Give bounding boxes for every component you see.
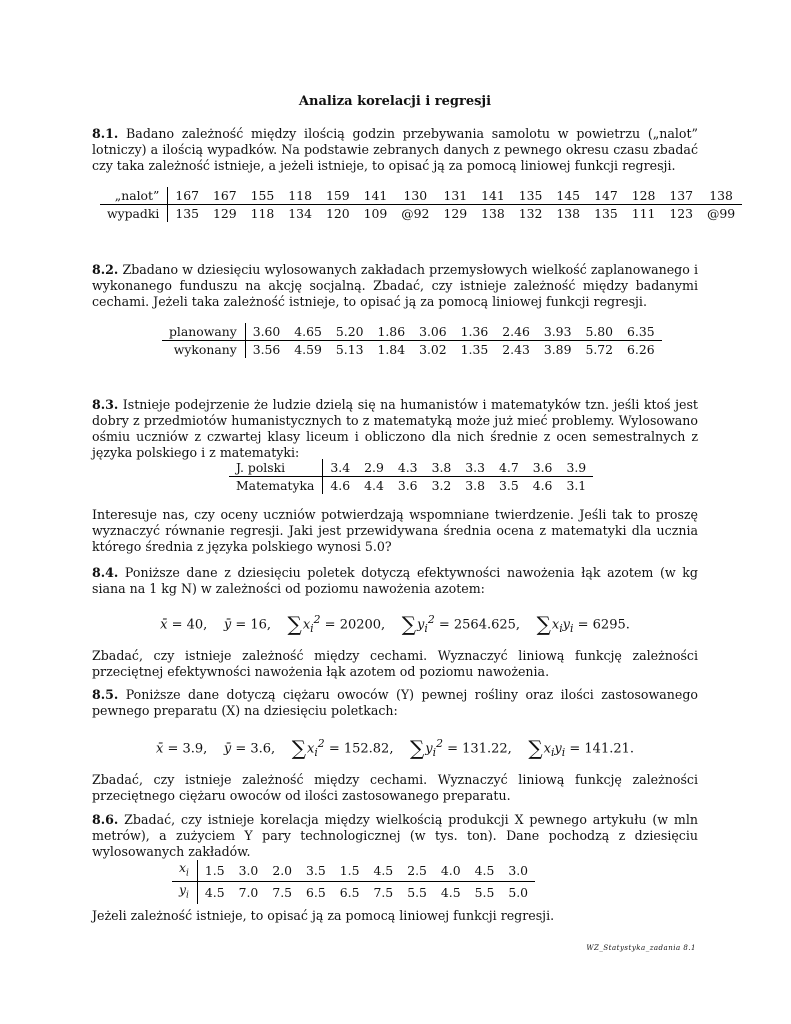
exercise-number: 8.1. [92, 126, 119, 141]
sum-x2-value: = 152.82, [328, 741, 394, 757]
exercise-body: Istnieje podejrzenie że ludzie dzielą się na humanistów i matematyków tzn. jeśli ktoś jest dobry z przedmiotów humanistycznych to z matematyką może już mieć problemy. Wylosowano ośmiu uczniów z czwartej klasy liceum i obliczono dla nich średnie z ocen semestralnych z języka polskiego i z matematyki: [92, 397, 698, 460]
table-cell: 111 [631, 205, 656, 221]
table-cell: 4.6 [330, 477, 351, 493]
table-cell: 3.0 [232, 860, 266, 882]
formula-8-5: x̄ = 3.9, ȳ = 3.6, $\sum x_i^2 = 152.82$, $\sum y_i^2 = 131.22$, $\sum x_iy_i = 141.21$. [155, 736, 635, 761]
table-cell: 2.5 [400, 860, 434, 882]
sum-y2-value: = 2564.625, [438, 617, 521, 633]
table-cell: 3.6 [526, 459, 560, 477]
row-label: J. polski [229, 459, 323, 477]
table-cell: 3.89 [543, 341, 572, 357]
exercise-8-5-question: Zbadać, czy istnieje zależność między cechami. Wyznaczyć liniową funkcję zależności przeciętnego ciężaru owoców od ilości zastosowanego preparatu. [92, 772, 698, 803]
table-cell: 3.93 [537, 323, 579, 341]
table-cell: 129 [443, 205, 468, 221]
table-cell: 118 [281, 187, 319, 205]
table-cell: 5.20 [329, 323, 371, 341]
table-cell: 135 [594, 205, 618, 221]
table-cell: 3.0 [501, 860, 535, 882]
table-cell: 3.5 [299, 860, 333, 882]
table-cell: 3.1 [566, 477, 587, 493]
table-cell: 6.35 [620, 323, 662, 341]
table-cell: 3.3 [458, 459, 492, 477]
exercise-number: 8.2. [92, 262, 119, 277]
table-cell: 2.0 [265, 860, 299, 882]
table-cell: 6.26 [627, 341, 655, 357]
sum-symbol: ∑ [410, 736, 425, 761]
table-cell: 6.5 [306, 885, 326, 901]
page-footer: WZ_Statystyka_zadania 8.1 [586, 944, 696, 952]
table-cell: 3.8 [425, 459, 459, 477]
table-cell: 130 [394, 187, 436, 205]
table-row [100, 205, 742, 223]
document-title: Analiza korelacji i regresji [298, 94, 492, 109]
xbar-symbol: x̄ [160, 617, 168, 633]
sum-xy-value: = 141.21. [569, 741, 635, 757]
table-cell: 6.5 [339, 885, 360, 901]
sum-xy-value: = 6295. [577, 617, 630, 633]
table-cell: 4.5 [440, 885, 461, 901]
table-cell: 7.5 [272, 885, 293, 901]
sum-symbol: ∑ [536, 612, 551, 637]
table-cell: 128 [625, 187, 663, 205]
row-label: wypadki [100, 205, 168, 223]
table-cell: 109 [363, 205, 388, 221]
table-cell: 3.56 [252, 341, 281, 357]
table-8-6 [172, 860, 535, 904]
exercise-body: Poniższe dane dotyczą ciężaru owoców (Y) pewnej rośliny oraz ilości zastosowanego pewnego preparatu (X) na dziesięciu poletkach: [92, 687, 698, 718]
table-cell: 3.8 [465, 477, 485, 493]
sum-symbol: ∑ [287, 612, 302, 637]
table-cell: 167 [168, 187, 206, 205]
table-cell: 5.5 [474, 885, 495, 901]
ybar-symbol: ȳ [223, 617, 232, 633]
table-cell: 4.0 [434, 860, 468, 882]
exercise-8-1-text [92, 126, 698, 174]
row-label: planowany [162, 323, 245, 341]
table-row [172, 882, 535, 904]
table-cell: 2.43 [502, 341, 530, 357]
table-cell: 3.60 [245, 323, 287, 341]
xbar-symbol: x̄ [155, 741, 164, 757]
table-cell: 5.80 [578, 323, 620, 341]
sum-x2-value: = 20200, [324, 617, 386, 633]
table-cell: 135 [175, 205, 199, 221]
table-row [162, 323, 662, 341]
table-cell: 3.9 [559, 459, 593, 477]
table-cell: 1.5 [197, 860, 231, 882]
table-cell: 4.5 [468, 860, 502, 882]
exercise-8-3-question: Interesuje nas, czy oceny uczniów potwierdzają wspomniane twierdzenie. Jeśli tak to proszę wyznaczyć równanie regresji. Jaki jest przewidywana średnia ocena z matematyki dla ucznia którego średnia z języka polskiego wynosi 5.0? [92, 507, 698, 554]
table-cell: 141 [474, 187, 512, 205]
table-cell: 4.65 [287, 323, 329, 341]
xbar-value: = 40, [171, 617, 208, 633]
table-cell: 4.5 [366, 860, 400, 882]
table-row [162, 341, 662, 359]
table-cell: 3.5 [499, 477, 519, 493]
exercise-body: Badano zależność między ilością godzin przebywania samolotu w powietrzu („nalot” lotniczy) a ilością wypadków. Na podstawie zebranych danych z pewnego okresu czasu zbadać czy taka zależność istnieje, a jeżeli istnieje, to opisać ją za pomocą liniowej funkcji regresji. [92, 126, 698, 173]
table-cell: 118 [250, 205, 275, 221]
exercise-number: 8.3. [92, 397, 119, 412]
row-label: wykonany [162, 341, 245, 359]
exercise-8-4-text [92, 565, 698, 597]
table-cell: 5.72 [585, 341, 614, 357]
ybar-value: = 16, [235, 617, 272, 633]
table-cell: 147 [587, 187, 625, 205]
table-cell: 4.6 [532, 477, 553, 493]
sum-y2-value: = 131.22, [447, 741, 512, 757]
table-cell: 3.02 [419, 341, 447, 357]
table-row [172, 860, 535, 882]
exercise-8-3-text [92, 397, 698, 461]
table-cell: 3.4 [323, 459, 357, 477]
table-cell: 129 [212, 205, 237, 221]
row-label: $y_i$ [172, 882, 197, 904]
exercise-body: Zbadano w dziesięciu wylosowanych zakładach przemysłowych wielkość zaplanowanego i wykonanego funduszu na akcję socjalną. Zbadać, czy istnieje zależność między badanymi cechami. Jeżeli taka zależność istnieje, to opisać ją za pomocą liniowej funkcji regresji. [92, 262, 698, 309]
exercise-body: Zbadać, czy istnieje korelacja między wielkością produkcji X pewnego artykułu (w mln metrów), a zużyciem Y pary technologicznej (w tys. ton). Dane pochodzą z dziesięciu wylosowanych zakładów. [92, 812, 698, 859]
table-cell: 4.7 [492, 459, 526, 477]
table-cell: 2.9 [357, 459, 391, 477]
table-cell: 5.0 [508, 885, 529, 901]
table-cell: 167 [206, 187, 244, 205]
sum-symbol: ∑ [401, 612, 416, 637]
table-cell: 141 [357, 187, 395, 205]
table-cell: 4.59 [294, 341, 322, 357]
table-cell: 4.3 [391, 459, 425, 477]
table-cell: 123 [669, 205, 694, 221]
table-cell: 138 [700, 187, 742, 205]
exercise-8-5-text [92, 687, 698, 719]
table-cell: 135 [512, 187, 550, 205]
ybar-value: = 3.6, [235, 741, 276, 757]
table-8-3 [229, 459, 593, 494]
table-cell: @99 [707, 205, 736, 221]
table-row [229, 477, 593, 495]
table-cell: 3.06 [412, 323, 454, 341]
table-cell: 132 [518, 205, 543, 221]
table-cell: 5.5 [407, 885, 427, 901]
table-cell: 1.36 [454, 323, 496, 341]
xbar-value: = 3.9, [167, 741, 208, 757]
table-8-1 [100, 187, 742, 222]
table-cell: 1.5 [333, 860, 367, 882]
table-cell: @92 [401, 205, 430, 221]
table-row [229, 459, 593, 477]
row-label: „nalot” [100, 187, 168, 205]
table-cell: 159 [319, 187, 357, 205]
exercise-8-6-question: Jeżeli zależność istnieje, to opisać ją za pomocą liniowej funkcji regresji. [92, 908, 555, 923]
table-cell: 120 [325, 205, 350, 221]
table-cell: 5.13 [335, 341, 364, 357]
table-cell: 145 [549, 187, 587, 205]
exercise-8-2-text [92, 262, 698, 310]
table-cell: 1.86 [370, 323, 412, 341]
table-cell: 7.0 [238, 885, 259, 901]
table-cell: 7.5 [373, 885, 394, 901]
table-cell: 138 [481, 205, 505, 221]
table-cell: 1.35 [460, 341, 489, 357]
table-row [100, 187, 742, 205]
table-cell: 134 [288, 205, 312, 221]
table-8-2 [162, 323, 662, 358]
table-cell: 137 [662, 187, 700, 205]
sum-symbol: ∑ [291, 736, 306, 761]
exercise-number: 8.4. [92, 565, 119, 580]
table-cell: 3.2 [431, 477, 452, 493]
ybar-symbol: ȳ [223, 741, 232, 757]
exercise-8-4-question: Zbadać, czy istnieje zależność między cechami. Wyznaczyć liniową funkcję zależności przeciętnej efektywności nawożenia łąk azotem od poziomu nawożenia. [92, 648, 698, 679]
exercise-8-6-text [92, 812, 698, 860]
formula-8-4: x̄ = 40, ȳ = 16, $\sum x_i^2 = 20200$, $\sum y_i^2 = 2564.625$, $\sum x_iy_i = 6295$. [160, 612, 630, 637]
row-label: $x_i$ [172, 860, 197, 882]
table-cell: 3.6 [397, 477, 418, 493]
table-cell: 1.84 [377, 341, 406, 357]
table-cell: 131 [436, 187, 474, 205]
exercise-number: 8.6. [92, 812, 119, 827]
table-cell: 4.4 [364, 477, 384, 493]
exercise-body: Poniższe dane z dziesięciu poletek dotyczą efektywności nawożenia łąk azotem (w kg siana na 1 kg N) w zależności od poziomu nawożenia azotem: [92, 565, 698, 596]
table-cell: 2.46 [495, 323, 537, 341]
table-cell: 155 [244, 187, 282, 205]
sum-symbol: ∑ [528, 736, 543, 761]
table-cell: 4.5 [204, 885, 225, 901]
exercise-number: 8.5. [92, 687, 119, 702]
row-label: Matematyka [229, 477, 323, 495]
table-cell: 138 [556, 205, 581, 221]
